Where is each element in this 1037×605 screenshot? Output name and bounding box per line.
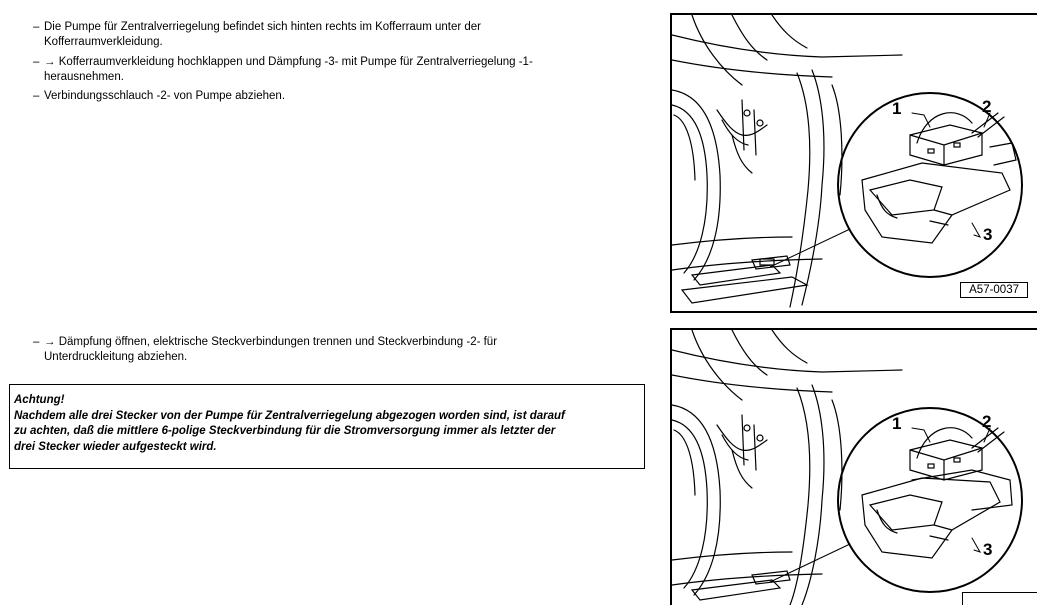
- figure-pump-location-2: [670, 328, 1037, 605]
- warning-line-2: zu achten, daß die mittlere 6-polige Steckverbindung für die Stromversorgung immer als letzter der: [14, 425, 556, 437]
- warning-line-1: Nachdem alle drei Stecker von der Pumpe für Zentralverriegelung abgezogen worden sind, ist darauf: [14, 409, 565, 422]
- step-1-line-2: Kofferraumverkleidung.: [44, 35, 163, 48]
- step-2: [33, 55, 533, 84]
- step-dash: –: [33, 336, 40, 348]
- callout-1: 1: [892, 414, 902, 433]
- step-4-line-1: → Dämpfung öffnen, elektrische Steckverbindungen trennen und Steckverbindung -2- für: [44, 336, 498, 348]
- step-dash: –: [33, 21, 40, 33]
- figure-pump-location-1: [670, 13, 1037, 313]
- callout-3: 3: [983, 540, 993, 559]
- trunk-illustration: [672, 330, 1037, 605]
- step-4: [33, 335, 497, 364]
- callout-2: 2: [982, 97, 992, 116]
- callout-1: 1: [892, 99, 902, 118]
- trunk-illustration: [672, 15, 1037, 311]
- callout-3: 3: [983, 225, 993, 244]
- step-dash: –: [33, 56, 40, 68]
- warning-line-3: drei Stecker wieder aufgesteckt wird.: [14, 440, 217, 453]
- step-2-line-2: herausnehmen.: [44, 70, 124, 83]
- step-dash: –: [33, 90, 40, 102]
- step-3-line-1: Verbindungsschlauch -2- von Pumpe abziehen.: [44, 90, 286, 102]
- figure-label: A57-0037: [960, 282, 1028, 298]
- warning-box: [9, 384, 645, 469]
- warning-title: Achtung!: [14, 394, 65, 406]
- step-1: [33, 20, 481, 49]
- step-2-line-1: → Kofferraumverkleidung hochklappen und Dämpfung -3- mit Pumpe für Zentralverriegelung -1-: [44, 56, 533, 68]
- figure-label-box: [962, 592, 1037, 605]
- step-4-line-2: Unterdruckleitung abziehen.: [44, 350, 188, 363]
- step-3: [33, 89, 285, 104]
- step-1-line-1: Die Pumpe für Zentralverriegelung befindet sich hinten rechts im Kofferraum unter der: [44, 21, 482, 33]
- callout-2: 2: [982, 412, 992, 431]
